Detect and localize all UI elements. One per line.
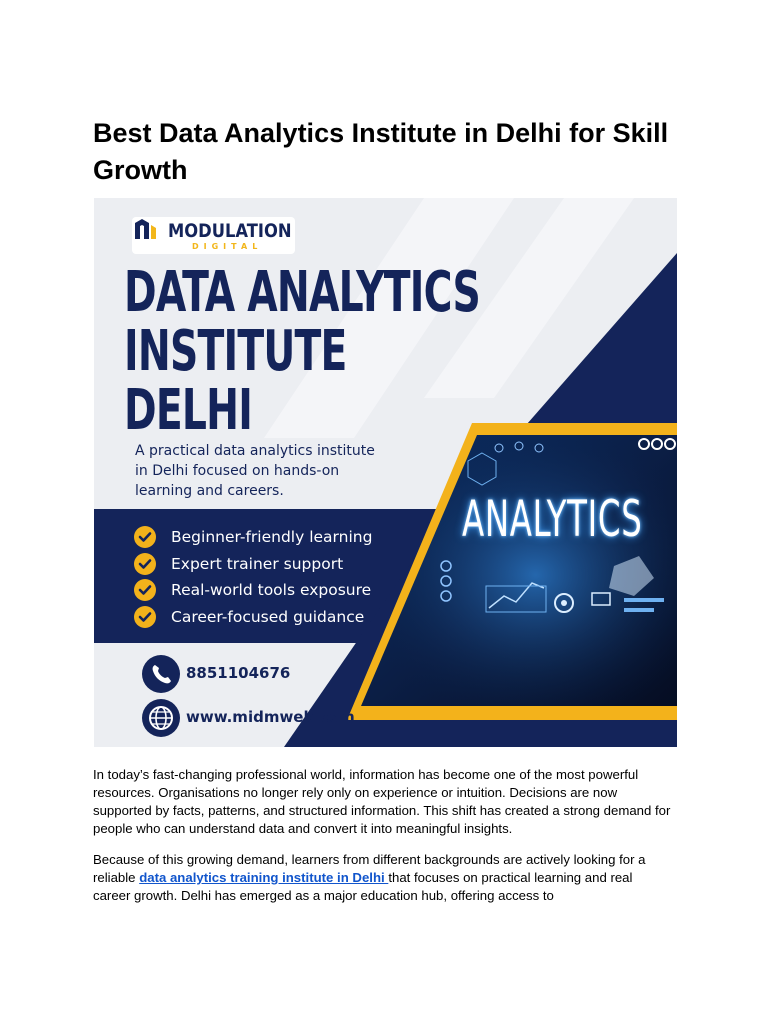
banner-headline	[124, 260, 481, 443]
feature-item	[134, 524, 372, 551]
feature-label: Beginner-friendly learning	[171, 528, 373, 546]
paragraph	[93, 851, 673, 905]
phone-number: 8851104676	[186, 664, 291, 682]
paragraph: In today’s fast-changing professional world, information has become one of the most powerful resources. Organisations no longer rely only on experience or intuition. Decisions are now supported by facts, patterns, and structured information. This shift has created a strong demand for people who can understand data and convert it into meaningful insights.	[93, 767, 671, 836]
paragraph-text: Because of this growing demand, learners from different backgrounds are actively looking for a reliable	[93, 852, 646, 885]
website-url: www.midmweb.com	[186, 708, 355, 726]
feature-item	[134, 551, 372, 578]
check-icon	[134, 553, 156, 575]
brand-logo	[132, 217, 295, 254]
logo-subtext: DIGITAL	[192, 242, 263, 251]
globe-icon	[142, 699, 180, 737]
feature-list	[134, 524, 372, 630]
check-icon	[134, 606, 156, 628]
feature-item	[134, 577, 372, 604]
page-title: Best Data Analytics Institute in Delhi for Skill Growth	[93, 118, 669, 185]
headline-line: INSTITUTE	[124, 319, 347, 384]
feature-label: Real-world tools exposure	[171, 581, 372, 599]
banner-tagline: A practical data analytics institute in Delhi focused on hands-on learning and careers.	[135, 443, 375, 499]
headline-line: DATA ANALYTICS	[124, 260, 481, 325]
logo-text: MODULATION	[168, 220, 292, 242]
modulation-logo-icon	[132, 217, 158, 243]
feature-item	[134, 604, 372, 631]
paragraph-text: that focuses on practical learning and real career growth. Delhi has emerged as a major education hub, offering access to	[93, 869, 633, 903]
phone-icon	[142, 655, 180, 693]
training-institute-link[interactable]: data analytics training institute in Delhi	[139, 869, 389, 885]
check-icon	[134, 526, 156, 548]
promo-banner-image	[94, 198, 677, 747]
analytics-photo-text: ANALYTICS	[462, 490, 643, 548]
feature-label: Expert trainer support	[171, 554, 344, 573]
headline-line: DELHI	[124, 378, 253, 443]
feature-label: Career-focused guidance	[171, 607, 365, 626]
check-icon	[134, 579, 156, 601]
